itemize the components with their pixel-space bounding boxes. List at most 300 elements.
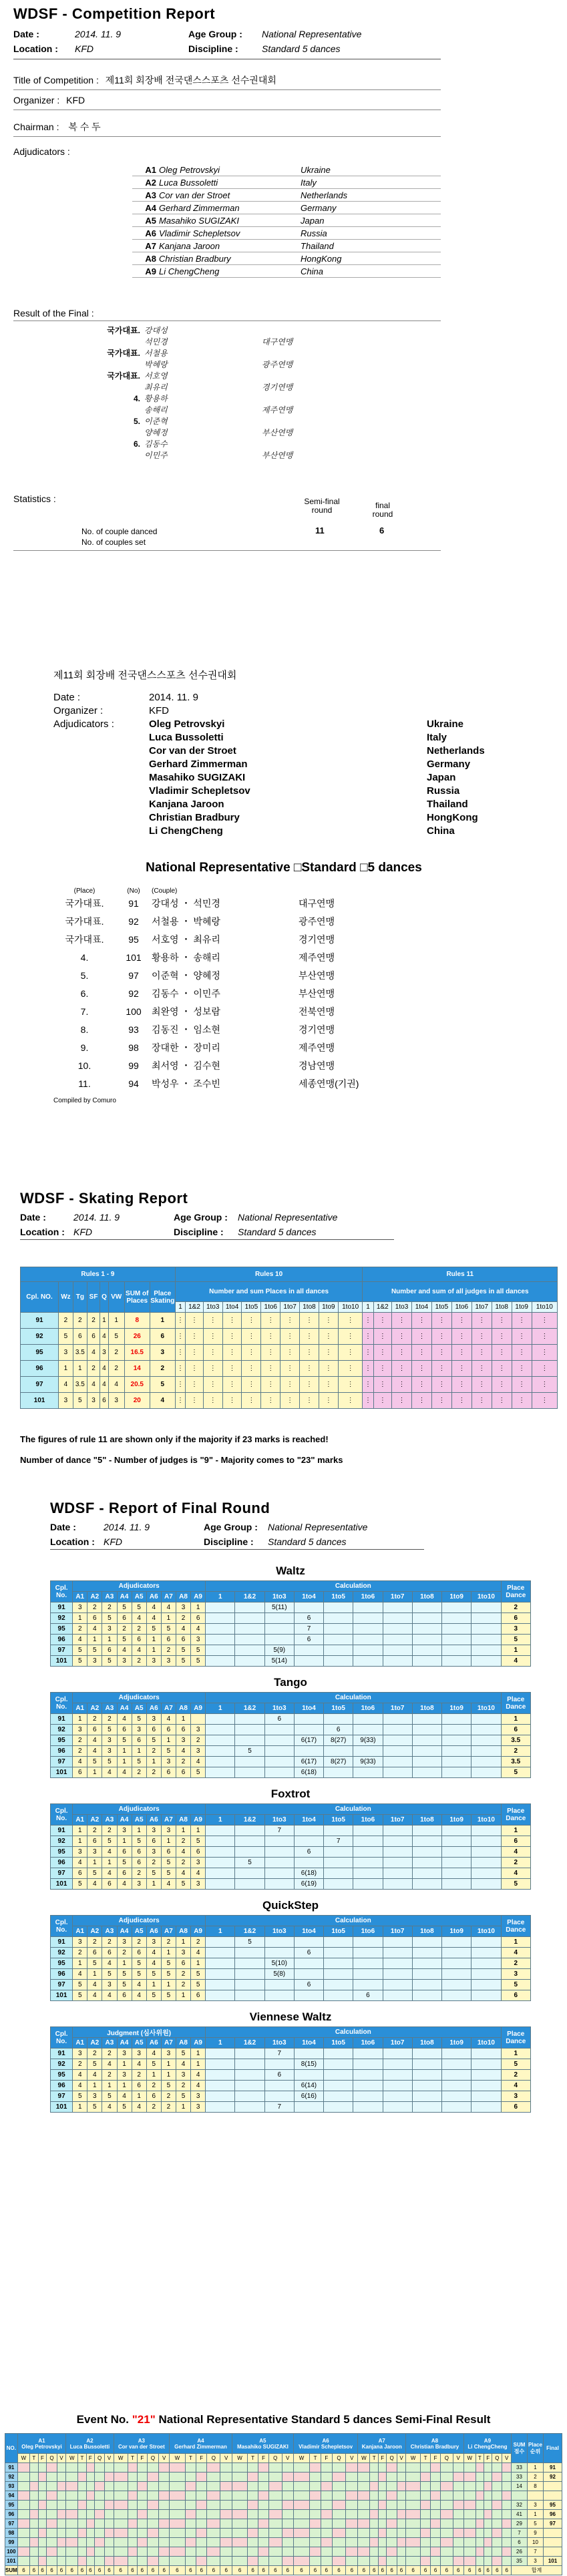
summary-adjudicator-row (53, 785, 567, 798)
skating-row (21, 1393, 558, 1409)
dance-row (51, 1958, 531, 1969)
adj-mark: 1 (191, 1602, 206, 1613)
rule10-cell: ⋮ (300, 1377, 319, 1393)
calc-cell (383, 1602, 412, 1613)
calc-cell: 5 (235, 1746, 264, 1757)
adj-mark: 3 (117, 1656, 132, 1667)
adj-mark: 3 (117, 1826, 132, 1836)
semi-mark (378, 2529, 386, 2538)
semi-mark (78, 2510, 86, 2519)
semi-judge-header (114, 2434, 169, 2454)
result-club: 제주연맹 (299, 952, 335, 963)
adjudicator-row (132, 240, 441, 252)
semi-total-cell: 6 (484, 2566, 492, 2575)
calc-cell (294, 1714, 323, 1725)
dance-header: SF (87, 1282, 100, 1313)
chairman-row: Chairman : 복 수 두 (13, 117, 441, 137)
semi-mark (30, 2482, 39, 2491)
semi-mark (185, 2510, 196, 2519)
adj-mark: 3 (191, 1725, 206, 1735)
adj-mark: 1 (87, 1767, 102, 1778)
adj-header: Adjudicators (73, 1916, 206, 1926)
dance-row (51, 2081, 531, 2091)
adj-mark: 4 (161, 1602, 176, 1613)
adj-mark: 2 (146, 2081, 161, 2091)
semi-mark (282, 2557, 293, 2566)
final-name-2: 양혜정 (144, 428, 168, 437)
adj-mark: 4 (87, 1624, 102, 1635)
calc-col-header: 1to8 (412, 2038, 441, 2049)
semi-mark (220, 2463, 232, 2473)
place-col-header: 1to6 (451, 1302, 471, 1313)
semi-mark (57, 2501, 66, 2510)
semi-mark (196, 2519, 207, 2529)
calc-cell: 6(19) (294, 1879, 323, 1890)
calc-cell (471, 2081, 501, 2091)
semi-mark (232, 2519, 247, 2529)
semi-mark (332, 2463, 346, 2473)
semi-total-cell: 6 (421, 2566, 431, 2575)
dance-name: Waltz (276, 1564, 305, 1577)
semi-mark (258, 2491, 269, 2501)
adj-mark: 6 (161, 1725, 176, 1735)
semi-mark (397, 2510, 405, 2519)
semi-mark (196, 2482, 207, 2491)
semi-mark (147, 2519, 159, 2529)
adj-mark: 6 (102, 1948, 117, 1958)
dance-row (51, 1645, 531, 1656)
semi-judge-header (66, 2434, 114, 2454)
semi-mark (321, 2557, 332, 2566)
calc-cell (324, 1635, 353, 1645)
semi-dance-letter: T (310, 2454, 321, 2463)
calc-cell (383, 1826, 412, 1836)
semi-total-cell: 6 (232, 2566, 247, 2575)
calc-cell (353, 2059, 383, 2070)
calc-cell (264, 1613, 294, 1624)
adjudicator-country: Thailand (301, 241, 334, 251)
summary-results (53, 895, 567, 1093)
calc-cell (383, 1767, 412, 1778)
semi-mark (332, 2519, 346, 2529)
semi-mark (310, 2463, 321, 2473)
semi-mark (310, 2529, 321, 2538)
summary-adjudicator-row (53, 731, 567, 744)
skating-final-place: 1 (150, 1313, 175, 1329)
rule10-cell: ⋮ (242, 1329, 261, 1345)
calc-cell (324, 1613, 353, 1624)
skating-title: WDSF - Skating Report (20, 1190, 188, 1207)
semi-total-cell: 6 (282, 2566, 293, 2575)
calc-cell (442, 1624, 471, 1635)
adj-mark: 4 (132, 2102, 146, 2113)
semi-mark (248, 2538, 258, 2547)
result-of-final-label: Result of the Final : (13, 306, 441, 321)
semi-mark (196, 2547, 207, 2557)
semi-mark (220, 2538, 232, 2547)
semi-row (5, 2529, 562, 2538)
semi-total-cell: 6 (358, 2566, 370, 2575)
semi-mark (387, 2473, 397, 2482)
semi-mark (30, 2519, 39, 2529)
adj-mark: 6 (161, 1847, 176, 1858)
calc-cell (412, 2049, 441, 2059)
cpl-header: Cpl. No. (51, 1916, 73, 1937)
result-no: 98 (128, 1042, 139, 1053)
semi-mark (293, 2501, 309, 2510)
semi-mark (492, 2519, 502, 2529)
calc-col-header: 1to4 (294, 2038, 323, 2049)
semi-mark (484, 2547, 492, 2557)
rule10-cell: ⋮ (280, 1313, 300, 1329)
adj-code-header: A7 (161, 2038, 176, 2049)
adj-mark: 1 (73, 1613, 87, 1624)
calc-cell (206, 1656, 235, 1667)
semi-mark (397, 2482, 405, 2491)
rule10-cell: ⋮ (300, 1313, 319, 1329)
report-discipline: Standard 5 dances (262, 43, 341, 54)
semi-dance-letter: W (66, 2454, 78, 2463)
result-no: 100 (126, 1006, 142, 1017)
place-col-header: 1&2 (186, 1302, 204, 1313)
semi-mark (269, 2482, 282, 2491)
calc-cell (324, 1645, 353, 1656)
dance-row (51, 1948, 531, 1958)
semi-mark (159, 2547, 170, 2557)
rules-11-header: Rules 11 (363, 1267, 558, 1282)
skating-sum: 8 (124, 1313, 150, 1329)
adj-mark: 6 (161, 1635, 176, 1645)
semi-mark (378, 2519, 386, 2529)
calc-cell (235, 2091, 264, 2102)
semi-mark (332, 2473, 346, 2482)
semi-mark (147, 2557, 159, 2566)
semi-mark (269, 2510, 282, 2519)
semi-total-cell: 6 (476, 2566, 484, 2575)
semi-title: Event No. "21" National Representative Standard 5 dances Semi-Final Result (76, 2413, 491, 2426)
semi-mark (370, 2491, 378, 2501)
adj-mark: 1 (161, 1613, 176, 1624)
calc-cell (324, 2102, 353, 2113)
semi-mark (170, 2482, 186, 2491)
calc-cell (471, 1645, 501, 1656)
semi-mark (207, 2473, 220, 2482)
semi-mark (431, 2473, 441, 2482)
adj-mark: 4 (73, 1858, 87, 1868)
adj-mark: 1 (161, 1980, 176, 1990)
adj-code-header: A6 (146, 1926, 161, 1937)
rule11-cell: ⋮ (512, 1393, 532, 1409)
semi-mark (248, 2547, 258, 2557)
rule11-cell: ⋮ (412, 1361, 432, 1377)
calc-cell (353, 2070, 383, 2081)
adj-mark: 5 (117, 1980, 132, 1990)
skating-table (20, 1267, 558, 1409)
final-row-2 (87, 359, 441, 371)
adj-mark: 2 (176, 1836, 190, 1847)
calc-cell (471, 1847, 501, 1858)
semi-mark (431, 2519, 441, 2529)
semi-mark (38, 2547, 47, 2557)
calc-cell (442, 1645, 471, 1656)
semi-mark (66, 2482, 78, 2491)
adj-mark: 5 (191, 1767, 206, 1778)
dance-row (51, 1969, 531, 1980)
place-col-header: 1to5 (242, 1302, 261, 1313)
calc-cell (206, 1980, 235, 1990)
semi-mark (492, 2557, 502, 2566)
summary-adj-country: Ukraine (427, 718, 464, 730)
dance-block (50, 1899, 531, 2001)
semi-mark (453, 2491, 463, 2501)
rule11-cell: ⋮ (471, 1377, 492, 1393)
adj-mark: 4 (132, 1980, 146, 1990)
place-dance: 2 (501, 1858, 531, 1868)
semi-mark (378, 2473, 386, 2482)
semi-total-cell: 6 (95, 2566, 105, 2575)
dance-row (51, 1980, 531, 1990)
calc-cell (412, 1746, 441, 1757)
adj-mark: 6 (117, 1725, 132, 1735)
semi-mark (196, 2491, 207, 2501)
calc-cell (235, 2070, 264, 2081)
calc-cell (324, 1937, 353, 1948)
semi-mark (38, 2538, 47, 2547)
calc-cell (324, 1602, 353, 1613)
calc-cell: 6 (264, 2070, 294, 2081)
skating-place: 4 (59, 1377, 73, 1393)
semi-total-cell: 6 (321, 2566, 332, 2575)
semi-final-mark (544, 2529, 562, 2538)
calc-cell (235, 2059, 264, 2070)
calc-cell (442, 1602, 471, 1613)
adj-mark (191, 1714, 206, 1725)
calc-cell: 7 (264, 1826, 294, 1836)
calc-cell (471, 1714, 501, 1725)
dance-cpl: 95 (51, 1958, 73, 1969)
semi-mark (196, 2463, 207, 2473)
calc-cell (471, 2070, 501, 2081)
adj-mark: 3 (87, 1656, 102, 1667)
place-col-header: 1to4 (412, 1302, 432, 1313)
semi-mark (406, 2510, 421, 2519)
semi-mark (293, 2473, 309, 2482)
semi-mark (17, 2547, 29, 2557)
calc-cell: 6(18) (294, 1868, 323, 1879)
semi-mark (421, 2463, 431, 2473)
semi-mark (248, 2473, 258, 2482)
semi-judge-name: Christian Bradbury (410, 2443, 459, 2450)
semi-mark (207, 2482, 220, 2491)
semi-mark (66, 2463, 78, 2473)
calc-col-header: 1&2 (235, 1926, 264, 1937)
calc-col-header: 1to5 (324, 1592, 353, 1602)
place-col-header: 1 (363, 1302, 373, 1313)
semi-mark (476, 2482, 484, 2491)
adj-mark: 5 (73, 1879, 87, 1890)
rules-11-sub: Number and sum of all judges in all dances (363, 1282, 558, 1302)
adj-code-header: A3 (102, 1926, 117, 1937)
calc-cell: 6 (294, 1948, 323, 1958)
adj-mark: 4 (191, 1868, 206, 1879)
calc-cell (294, 1858, 323, 1868)
semi-mark (220, 2482, 232, 2491)
calc-cell: 6 (264, 1714, 294, 1725)
semi-mark (185, 2482, 196, 2491)
calc-cell (383, 1635, 412, 1645)
semi-mark (207, 2529, 220, 2538)
adj-mark: 1 (102, 2081, 117, 2091)
semi-mark (421, 2510, 431, 2519)
adj-mark: 3 (191, 1635, 206, 1645)
semi-mark (293, 2557, 309, 2566)
dance-cpl: 97 (51, 2091, 73, 2102)
result-place: 국가대표. (65, 916, 104, 927)
calc-cell: 5(9) (264, 1645, 294, 1656)
dance-row (51, 2091, 531, 2102)
calc-cell (235, 1868, 264, 1879)
adj-mark: 1 (102, 1635, 117, 1645)
adj-mark: 1 (117, 2059, 132, 2070)
place-dance: 3 (501, 1624, 531, 1635)
semi-mark (220, 2491, 232, 2501)
semi-mark (17, 2538, 29, 2547)
calc-cell (383, 2091, 412, 2102)
semi-mark (114, 2519, 128, 2529)
semi-mark (170, 2501, 186, 2510)
result-couple: 강대성 ・ 석민경 (152, 898, 220, 909)
semi-mark (378, 2557, 386, 2566)
dance-cpl: 92 (51, 1613, 73, 1624)
semi-cpl: 93 (5, 2482, 18, 2491)
summary-adj-country: HongKong (427, 812, 478, 823)
skating-place: 3 (100, 1345, 108, 1361)
calc-cell (206, 1868, 235, 1879)
adj-mark: 2 (176, 2081, 190, 2091)
rule11-cell: ⋮ (373, 1313, 392, 1329)
semi-mark (387, 2482, 397, 2491)
calc-cell (206, 1858, 235, 1868)
dance-block (50, 2010, 531, 2113)
semi-mark (78, 2473, 86, 2482)
semi-mark (147, 2529, 159, 2538)
calc-cell: 7 (264, 2049, 294, 2059)
summary-result-row (53, 913, 567, 931)
dance-cpl: 97 (51, 1757, 73, 1767)
semi-mark (310, 2510, 321, 2519)
calc-cell: 6 (353, 1990, 383, 2001)
semi-dance-row (5, 2454, 562, 2463)
result-no: 92 (128, 988, 139, 999)
calc-cell (412, 1836, 441, 1847)
semi-mark (282, 2501, 293, 2510)
semi-mark (185, 2463, 196, 2473)
calc-cell (383, 1937, 412, 1948)
skating-place: 6 (87, 1329, 100, 1345)
semi-mark (282, 2463, 293, 2473)
skating-place: 4 (87, 1345, 100, 1361)
semi-mark (170, 2510, 186, 2519)
final-place: 국가대표. (107, 371, 140, 381)
adj-mark: 6 (102, 1879, 117, 1890)
semi-mark (86, 2547, 94, 2557)
calc-cell (235, 1826, 264, 1836)
adjudicator-name: Luca Bussoletti (159, 178, 218, 188)
semi-mark (196, 2501, 207, 2510)
semi-mark (431, 2501, 441, 2510)
semi-mark (185, 2491, 196, 2501)
rule10-cell: ⋮ (186, 1377, 204, 1393)
semi-mark (502, 2538, 512, 2547)
calc-cell (442, 1746, 471, 1757)
rule11-cell: ⋮ (451, 1377, 471, 1393)
skating-row (21, 1361, 558, 1377)
calc-cell (353, 1826, 383, 1836)
summary-adj-country: Japan (427, 772, 456, 783)
adj-mark: 1 (176, 1714, 190, 1725)
adj-mark: 6 (191, 1990, 206, 2001)
calc-cell (353, 2049, 383, 2059)
semi-mark (502, 2482, 512, 2491)
semi-place: 9 (528, 2529, 544, 2538)
semi-mark (47, 2519, 57, 2529)
semi-place: 1 (528, 2463, 544, 2473)
calc-col-header: 1to10 (471, 1815, 501, 1826)
semi-total-cell: 6 (196, 2566, 207, 2575)
semi-mark (502, 2501, 512, 2510)
semi-dance-letter: Q (147, 2454, 159, 2463)
place-dance: 2 (501, 2070, 531, 2081)
calc-col-header: 1to4 (294, 1703, 323, 1714)
dance-cpl: 95 (51, 2070, 73, 2081)
adj-mark: 1 (176, 1826, 190, 1836)
place-dance: 4 (501, 1948, 531, 1958)
semi-total-cell: 6 (159, 2566, 170, 2575)
semi-mark (38, 2463, 47, 2473)
adj-mark: 1 (87, 2081, 102, 2091)
final-name-1: 황용하 (144, 394, 168, 403)
semi-mark (185, 2547, 196, 2557)
rule11-cell: ⋮ (431, 1377, 451, 1393)
adj-mark: 2 (161, 2102, 176, 2113)
rule10-cell: ⋮ (203, 1313, 222, 1329)
adj-mark: 5 (73, 1990, 87, 2001)
semi-total-cell: 6 (370, 2566, 378, 2575)
semi-mark (358, 2547, 370, 2557)
adj-mark: 2 (73, 1948, 87, 1958)
semi-row (5, 2463, 562, 2473)
dance-cpl: 91 (51, 1826, 73, 1836)
summary-result-row (53, 1003, 567, 1021)
adj-header: Adjudicators (73, 1804, 206, 1815)
sum-places-header: SUM of Places (124, 1282, 150, 1313)
adj-mark: 6 (117, 1613, 132, 1624)
calc-cell (206, 1714, 235, 1725)
adj-mark: 5 (102, 1836, 117, 1847)
place-dance: 5 (501, 1980, 531, 1990)
semi-mark (47, 2491, 57, 2501)
rule11-cell: ⋮ (392, 1329, 412, 1345)
semi-mark (66, 2491, 78, 2501)
semi-mark (269, 2491, 282, 2501)
adj-mark: 3 (102, 1624, 117, 1635)
dance-header-row (51, 1581, 531, 1592)
adj-mark: 4 (102, 2102, 117, 2113)
semi-dance-letter: F (86, 2454, 94, 2463)
semi-place: 7 (528, 2547, 544, 2557)
semi-judge-name: Vladimir Schepletsov (299, 2443, 353, 2450)
semi-sum: 6 (512, 2538, 528, 2547)
